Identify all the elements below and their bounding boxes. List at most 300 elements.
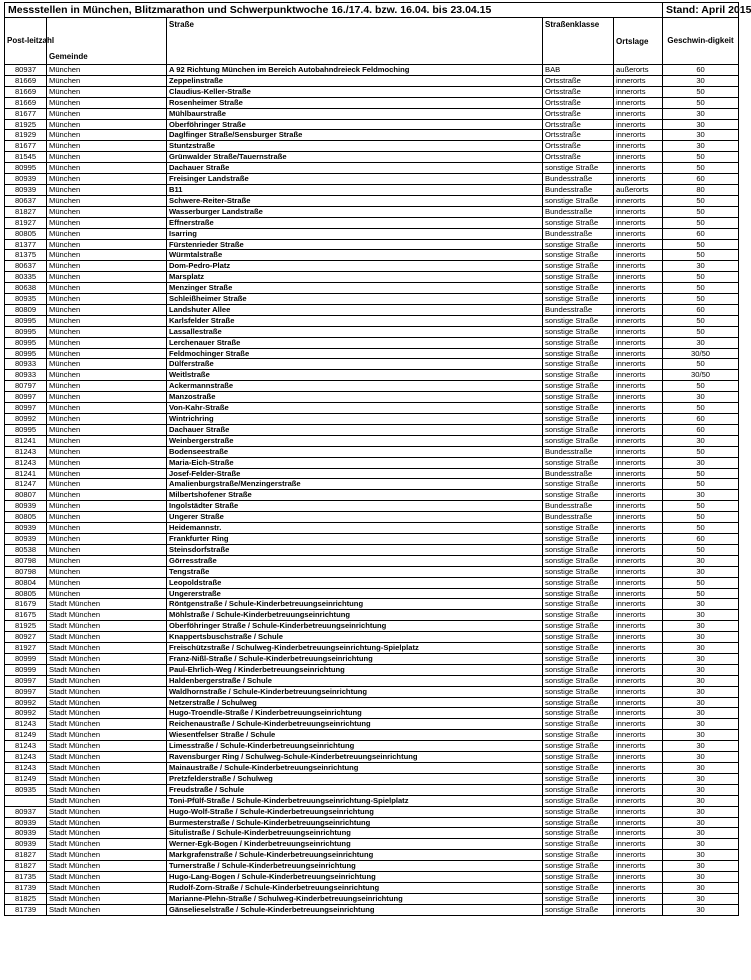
geschwindigkeit-cell: 30	[663, 599, 739, 610]
postleitzahl-cell: 80939	[5, 817, 47, 828]
gemeinde-cell: München	[47, 315, 167, 326]
geschwindigkeit-cell: 50	[663, 206, 739, 217]
table-body	[5, 65, 739, 916]
table-row	[5, 675, 739, 686]
table-row	[5, 435, 739, 446]
postleitzahl-cell: 80798	[5, 566, 47, 577]
geschwindigkeit-cell: 30	[663, 817, 739, 828]
table-row	[5, 337, 739, 348]
table-row	[5, 468, 739, 479]
postleitzahl-cell: 80995	[5, 348, 47, 359]
geschwindigkeit-cell: 30	[663, 872, 739, 883]
strasse-cell: Pretzfelderstraße / Schulweg	[167, 773, 543, 784]
geschwindigkeit-cell: 30	[663, 664, 739, 675]
geschwindigkeit-cell: 50	[663, 446, 739, 457]
table-row	[5, 97, 739, 108]
table-row	[5, 882, 739, 893]
postleitzahl-cell: 80935	[5, 784, 47, 795]
geschwindigkeit-cell: 30	[663, 130, 739, 141]
ortslage-cell: innerorts	[614, 468, 663, 479]
postleitzahl-cell: 80992	[5, 414, 47, 425]
geschwindigkeit-cell: 30	[663, 773, 739, 784]
geschwindigkeit-cell: 50	[663, 588, 739, 599]
postleitzahl-cell: 80637	[5, 195, 47, 206]
table-row	[5, 708, 739, 719]
ortslage-cell: innerorts	[614, 686, 663, 697]
postleitzahl-cell: 81677	[5, 108, 47, 119]
strasse-cell: Ungerer Straße	[167, 512, 543, 523]
geschwindigkeit-cell: 60	[663, 414, 739, 425]
postleitzahl-cell: 80939	[5, 501, 47, 512]
ortslage-cell: innerorts	[614, 174, 663, 185]
postleitzahl-cell: 81827	[5, 206, 47, 217]
geschwindigkeit-cell: 50	[663, 326, 739, 337]
table-row	[5, 850, 739, 861]
postleitzahl-cell: 81739	[5, 904, 47, 915]
strassenklasse-cell: sonstige Straße	[543, 893, 614, 904]
table-row	[5, 403, 739, 414]
gemeinde-cell: Stadt München	[47, 730, 167, 741]
ortslage-cell: innerorts	[614, 403, 663, 414]
geschwindigkeit-cell: 60	[663, 174, 739, 185]
geschwindigkeit-cell: 30	[663, 719, 739, 730]
ortslage-cell: innerorts	[614, 697, 663, 708]
geschwindigkeit-cell: 30	[663, 730, 739, 741]
geschwindigkeit-cell: 30	[663, 457, 739, 468]
strasse-cell: Dülferstraße	[167, 359, 543, 370]
postleitzahl-cell: 81927	[5, 217, 47, 228]
ortslage-cell: innerorts	[614, 501, 663, 512]
gemeinde-cell: München	[47, 370, 167, 381]
strassenklasse-cell: Bundesstraße	[543, 501, 614, 512]
strasse-cell: Franz-Nißl-Straße / Schule-Kinderbetreuungseinrichtung	[167, 653, 543, 664]
gemeinde-cell: München	[47, 294, 167, 305]
strasse-cell: Waldhornstraße / Schule-Kinderbetreuungseinrichtung	[167, 686, 543, 697]
ortslage-cell: innerorts	[614, 272, 663, 283]
strasse-cell: Daglfinger Straße/Sensburger Straße	[167, 130, 543, 141]
geschwindigkeit-cell: 30	[663, 675, 739, 686]
ortslage-cell: innerorts	[614, 414, 663, 425]
gemeinde-cell: Stadt München	[47, 904, 167, 915]
ortslage-cell: innerorts	[614, 533, 663, 544]
postleitzahl-cell: 80997	[5, 686, 47, 697]
table-row	[5, 86, 739, 97]
strasse-cell: Leopoldstraße	[167, 577, 543, 588]
geschwindigkeit-cell: 50	[663, 294, 739, 305]
postleitzahl-cell: 80798	[5, 555, 47, 566]
strasse-cell: Ungererstraße	[167, 588, 543, 599]
gemeinde-cell: Stadt München	[47, 893, 167, 904]
table-row	[5, 533, 739, 544]
postleitzahl-cell: 81243	[5, 763, 47, 774]
table-row	[5, 195, 739, 206]
strasse-cell: Grünwalder Straße/Tauernstraße	[167, 152, 543, 163]
postleitzahl-cell: 81675	[5, 610, 47, 621]
postleitzahl-cell: 80933	[5, 359, 47, 370]
gemeinde-cell: München	[47, 566, 167, 577]
strasse-cell: Rosenheimer Straße	[167, 97, 543, 108]
gemeinde-cell: München	[47, 457, 167, 468]
gemeinde-cell: München	[47, 490, 167, 501]
strasse-cell: Marsplatz	[167, 272, 543, 283]
strasse-cell: Hugo-Troendle-Straße / Kinderbetreuungseinrichtung	[167, 708, 543, 719]
table-row	[5, 686, 739, 697]
geschwindigkeit-cell: 30	[663, 828, 739, 839]
postleitzahl-cell: 80995	[5, 424, 47, 435]
strassenklasse-cell: sonstige Straße	[543, 435, 614, 446]
ortslage-cell: innerorts	[614, 130, 663, 141]
ortslage-cell: innerorts	[614, 784, 663, 795]
strasse-cell: Markgrafenstraße / Schule-Kinderbetreuungseinrichtung	[167, 850, 543, 861]
table-row	[5, 893, 739, 904]
gemeinde-cell: München	[47, 195, 167, 206]
geschwindigkeit-cell: 30/50	[663, 348, 739, 359]
title-row	[5, 3, 739, 18]
strassenklasse-cell: Ortsstraße	[543, 86, 614, 97]
ortslage-cell: innerorts	[614, 86, 663, 97]
geschwindigkeit-cell: 30	[663, 653, 739, 664]
gemeinde-cell: Stadt München	[47, 599, 167, 610]
postleitzahl-cell: 81241	[5, 468, 47, 479]
strasse-cell: Ackermannstraße	[167, 381, 543, 392]
postleitzahl-cell: 80997	[5, 392, 47, 403]
table-row	[5, 392, 739, 403]
geschwindigkeit-cell: 80	[663, 184, 739, 195]
geschwindigkeit-cell: 50	[663, 239, 739, 250]
ortslage-cell: innerorts	[614, 348, 663, 359]
table-row	[5, 632, 739, 643]
strassenklasse-cell: sonstige Straße	[543, 217, 614, 228]
geschwindigkeit-cell: 50	[663, 97, 739, 108]
strasse-cell: Heidemannstr.	[167, 523, 543, 534]
postleitzahl-cell: 81825	[5, 893, 47, 904]
gemeinde-cell: Stadt München	[47, 806, 167, 817]
table-row	[5, 861, 739, 872]
table-row	[5, 752, 739, 763]
ortslage-cell: innerorts	[614, 195, 663, 206]
strassenklasse-cell: sonstige Straße	[543, 588, 614, 599]
column-header-ortslage: Ortslage	[614, 18, 663, 65]
gemeinde-cell: München	[47, 326, 167, 337]
geschwindigkeit-cell: 30	[663, 882, 739, 893]
table-row	[5, 457, 739, 468]
strassenklasse-cell: sonstige Straße	[543, 555, 614, 566]
postleitzahl-cell: 80939	[5, 174, 47, 185]
postleitzahl-cell: 81243	[5, 446, 47, 457]
strasse-cell: Freischützstraße / Schulweg-Kinderbetreuungseinrichtung-Spielplatz	[167, 643, 543, 654]
strasse-cell: Dachauer Straße	[167, 163, 543, 174]
geschwindigkeit-cell: 30	[663, 861, 739, 872]
geschwindigkeit-cell: 30	[663, 75, 739, 86]
ortslage-cell: innerorts	[614, 479, 663, 490]
geschwindigkeit-cell: 30	[663, 555, 739, 566]
postleitzahl-cell: 80538	[5, 544, 47, 555]
gemeinde-cell: Stadt München	[47, 882, 167, 893]
geschwindigkeit-cell: 50	[663, 283, 739, 294]
column-header-strasse: Straße	[167, 18, 543, 65]
postleitzahl-cell: 80939	[5, 839, 47, 850]
strasse-cell: Feldmochinger Straße	[167, 348, 543, 359]
gemeinde-cell: München	[47, 65, 167, 76]
strasse-cell: Amalienburgstraße/Menzingerstraße	[167, 479, 543, 490]
gemeinde-cell: Stadt München	[47, 795, 167, 806]
strassenklasse-cell: sonstige Straße	[543, 261, 614, 272]
strassenklasse-cell: sonstige Straße	[543, 424, 614, 435]
gemeinde-cell: München	[47, 119, 167, 130]
strassenklasse-cell: sonstige Straße	[543, 544, 614, 555]
geschwindigkeit-cell: 50	[663, 272, 739, 283]
postleitzahl-cell: 81739	[5, 882, 47, 893]
table-row	[5, 621, 739, 632]
ortslage-cell: innerorts	[614, 490, 663, 501]
strasse-cell: Bodenseestraße	[167, 446, 543, 457]
gemeinde-cell: München	[47, 163, 167, 174]
strassenklasse-cell: sonstige Straße	[543, 741, 614, 752]
postleitzahl-cell: 80939	[5, 184, 47, 195]
table-row	[5, 184, 739, 195]
strasse-cell: Netzerstraße / Schulweg	[167, 697, 543, 708]
geschwindigkeit-cell: 30	[663, 643, 739, 654]
geschwindigkeit-cell: 30	[663, 904, 739, 915]
gemeinde-cell: Stadt München	[47, 643, 167, 654]
table-row	[5, 141, 739, 152]
postleitzahl-cell: 81377	[5, 239, 47, 250]
postleitzahl-cell: 80805	[5, 588, 47, 599]
ortslage-cell: innerorts	[614, 741, 663, 752]
ortslage-cell: innerorts	[614, 250, 663, 261]
gemeinde-cell: München	[47, 468, 167, 479]
strassenklasse-cell: sonstige Straße	[543, 904, 614, 915]
ortslage-cell: innerorts	[614, 828, 663, 839]
strassenklasse-cell: sonstige Straße	[543, 523, 614, 534]
gemeinde-cell: München	[47, 130, 167, 141]
strassenklasse-cell: sonstige Straße	[543, 861, 614, 872]
strassenklasse-cell: sonstige Straße	[543, 632, 614, 643]
gemeinde-cell: München	[47, 283, 167, 294]
postleitzahl-cell: 80992	[5, 697, 47, 708]
gemeinde-cell: Stadt München	[47, 719, 167, 730]
ortslage-cell: innerorts	[614, 163, 663, 174]
strasse-cell: Dachauer Straße	[167, 424, 543, 435]
ortslage-cell: innerorts	[614, 839, 663, 850]
strasse-cell: Effnerstraße	[167, 217, 543, 228]
table-row	[5, 174, 739, 185]
strasse-cell: Ravensburger Ring / Schulweg-Schule-Kinderbetreuungseinrichtung	[167, 752, 543, 763]
gemeinde-cell: Stadt München	[47, 664, 167, 675]
gemeinde-cell: München	[47, 381, 167, 392]
strasse-cell: Tengstraße	[167, 566, 543, 577]
gemeinde-cell: München	[47, 228, 167, 239]
postleitzahl-cell: 80999	[5, 664, 47, 675]
postleitzahl-cell: 80807	[5, 490, 47, 501]
ortslage-cell: innerorts	[614, 141, 663, 152]
gemeinde-cell: München	[47, 141, 167, 152]
strassenklasse-cell: sonstige Straße	[543, 686, 614, 697]
table-row	[5, 163, 739, 174]
gemeinde-cell: München	[47, 544, 167, 555]
gemeinde-cell: München	[47, 348, 167, 359]
gemeinde-cell: Stadt München	[47, 653, 167, 664]
strasse-cell: Mainaustraße / Schule-Kinderbetreuungseinrichtung	[167, 763, 543, 774]
gemeinde-cell: München	[47, 75, 167, 86]
strasse-cell: Stuntzstraße	[167, 141, 543, 152]
strasse-cell: Gänselieselstraße / Schule-Kinderbetreuungseinrichtung	[167, 904, 543, 915]
postleitzahl-cell: 81243	[5, 457, 47, 468]
strassenklasse-cell: sonstige Straße	[543, 882, 614, 893]
postleitzahl-cell: 80935	[5, 294, 47, 305]
strassenklasse-cell: Bundesstraße	[543, 304, 614, 315]
geschwindigkeit-cell: 50	[663, 544, 739, 555]
strassenklasse-cell: sonstige Straße	[543, 414, 614, 425]
geschwindigkeit-cell: 30	[663, 697, 739, 708]
strasse-cell: Schwere-Reiter-Straße	[167, 195, 543, 206]
geschwindigkeit-cell: 30	[663, 795, 739, 806]
geschwindigkeit-cell: 30	[663, 752, 739, 763]
postleitzahl-cell: 81669	[5, 75, 47, 86]
ortslage-cell: innerorts	[614, 752, 663, 763]
geschwindigkeit-cell: 30	[663, 108, 739, 119]
ortslage-cell: innerorts	[614, 457, 663, 468]
geschwindigkeit-cell: 50	[663, 381, 739, 392]
ortslage-cell: innerorts	[614, 763, 663, 774]
postleitzahl-cell: 80637	[5, 261, 47, 272]
strassenklasse-cell: Ortsstraße	[543, 130, 614, 141]
postleitzahl-cell: 81249	[5, 730, 47, 741]
strassenklasse-cell: sonstige Straße	[543, 872, 614, 883]
gemeinde-cell: Stadt München	[47, 610, 167, 621]
geschwindigkeit-cell: 30	[663, 337, 739, 348]
strasse-cell: Weinbergerstraße	[167, 435, 543, 446]
strasse-cell: Fürstenrieder Straße	[167, 239, 543, 250]
strassenklasse-cell: sonstige Straße	[543, 664, 614, 675]
strassenklasse-cell: sonstige Straße	[543, 392, 614, 403]
postleitzahl-cell: 80995	[5, 326, 47, 337]
postleitzahl-cell: 80797	[5, 381, 47, 392]
table-row	[5, 75, 739, 86]
postleitzahl-cell: 81375	[5, 250, 47, 261]
table-row	[5, 828, 739, 839]
gemeinde-cell: Stadt München	[47, 697, 167, 708]
ortslage-cell: innerorts	[614, 653, 663, 664]
geschwindigkeit-cell: 50	[663, 523, 739, 534]
strasse-cell: Oberföhringer Straße / Schule-Kinderbetreuungseinrichtung	[167, 621, 543, 632]
ortslage-cell: innerorts	[614, 206, 663, 217]
ortslage-cell: innerorts	[614, 108, 663, 119]
gemeinde-cell: München	[47, 239, 167, 250]
gemeinde-cell: Stadt München	[47, 784, 167, 795]
table-row	[5, 741, 739, 752]
gemeinde-cell: München	[47, 512, 167, 523]
postleitzahl-cell: 81545	[5, 152, 47, 163]
ortslage-cell: innerorts	[614, 283, 663, 294]
table-row	[5, 653, 739, 664]
strasse-cell: Wintrichring	[167, 414, 543, 425]
table-row	[5, 512, 739, 523]
ortslage-cell: innerorts	[614, 588, 663, 599]
strassenklasse-cell: sonstige Straße	[543, 795, 614, 806]
geschwindigkeit-cell: 50	[663, 217, 739, 228]
ortslage-cell: innerorts	[614, 217, 663, 228]
table-row	[5, 773, 739, 784]
table-row	[5, 304, 739, 315]
strassenklasse-cell: Ortsstraße	[543, 97, 614, 108]
ortslage-cell: innerorts	[614, 599, 663, 610]
ortslage-cell: innerorts	[614, 806, 663, 817]
postleitzahl-cell: 81243	[5, 741, 47, 752]
postleitzahl-cell: 80995	[5, 337, 47, 348]
geschwindigkeit-cell: 50	[663, 250, 739, 261]
gemeinde-cell: München	[47, 577, 167, 588]
ortslage-cell: innerorts	[614, 337, 663, 348]
ortslage-cell: innerorts	[614, 566, 663, 577]
table-row	[5, 250, 739, 261]
ortslage-cell: außerorts	[614, 184, 663, 195]
strasse-cell: Werner-Egk-Bogen / Kinderbetreuungseinrichtung	[167, 839, 543, 850]
strasse-cell: Freisinger Landstraße	[167, 174, 543, 185]
table-row	[5, 130, 739, 141]
table-row	[5, 719, 739, 730]
table-row	[5, 65, 739, 76]
geschwindigkeit-cell: 50	[663, 359, 739, 370]
geschwindigkeit-cell: 60	[663, 424, 739, 435]
postleitzahl-cell	[5, 795, 47, 806]
strasse-cell: Situlistraße / Schule-Kinderbetreuungseinrichtung	[167, 828, 543, 839]
gemeinde-cell: Stadt München	[47, 686, 167, 697]
geschwindigkeit-cell: 50	[663, 577, 739, 588]
ortslage-cell: innerorts	[614, 773, 663, 784]
strassenklasse-cell: sonstige Straße	[543, 621, 614, 632]
strassenklasse-cell: Ortsstraße	[543, 152, 614, 163]
table-row	[5, 370, 739, 381]
strasse-cell: Ingolstädter Straße	[167, 501, 543, 512]
postleitzahl-cell: 80805	[5, 228, 47, 239]
geschwindigkeit-cell: 50	[663, 512, 739, 523]
strasse-cell: Lassallestraße	[167, 326, 543, 337]
table-row	[5, 730, 739, 741]
strassenklasse-cell: sonstige Straße	[543, 828, 614, 839]
strassenklasse-cell: sonstige Straße	[543, 577, 614, 588]
table-row	[5, 784, 739, 795]
table-row	[5, 555, 739, 566]
gemeinde-cell: Stadt München	[47, 828, 167, 839]
ortslage-cell: innerorts	[614, 817, 663, 828]
geschwindigkeit-cell: 50	[663, 152, 739, 163]
gemeinde-cell: München	[47, 446, 167, 457]
strassenklasse-cell: sonstige Straße	[543, 315, 614, 326]
gemeinde-cell: Stadt München	[47, 839, 167, 850]
strasse-cell: Knappertsbuschstraße / Schule	[167, 632, 543, 643]
postleitzahl-cell: 80933	[5, 370, 47, 381]
strassenklasse-cell: sonstige Straße	[543, 773, 614, 784]
table-row	[5, 217, 739, 228]
table-row	[5, 610, 739, 621]
strasse-cell: Turnerstraße / Schule-Kinderbetreuungseinrichtung	[167, 861, 543, 872]
strasse-cell: Toni-Pfülf-Straße / Schule-Kinderbetreuungseinrichtung-Spielplatz	[167, 795, 543, 806]
gemeinde-cell: München	[47, 304, 167, 315]
strasse-cell: Hugo-Lang-Bogen / Schule-Kinderbetreuungseinrichtung	[167, 872, 543, 883]
ortslage-cell: innerorts	[614, 577, 663, 588]
strassenklasse-cell: Ortsstraße	[543, 75, 614, 86]
geschwindigkeit-cell: 30	[663, 490, 739, 501]
postleitzahl-cell: 81249	[5, 773, 47, 784]
ortslage-cell: innerorts	[614, 664, 663, 675]
gemeinde-cell: München	[47, 588, 167, 599]
gemeinde-cell: Stadt München	[47, 632, 167, 643]
postleitzahl-cell: 80997	[5, 675, 47, 686]
postleitzahl-cell: 81925	[5, 621, 47, 632]
postleitzahl-cell: 80937	[5, 806, 47, 817]
strassenklasse-cell: sonstige Straße	[543, 763, 614, 774]
